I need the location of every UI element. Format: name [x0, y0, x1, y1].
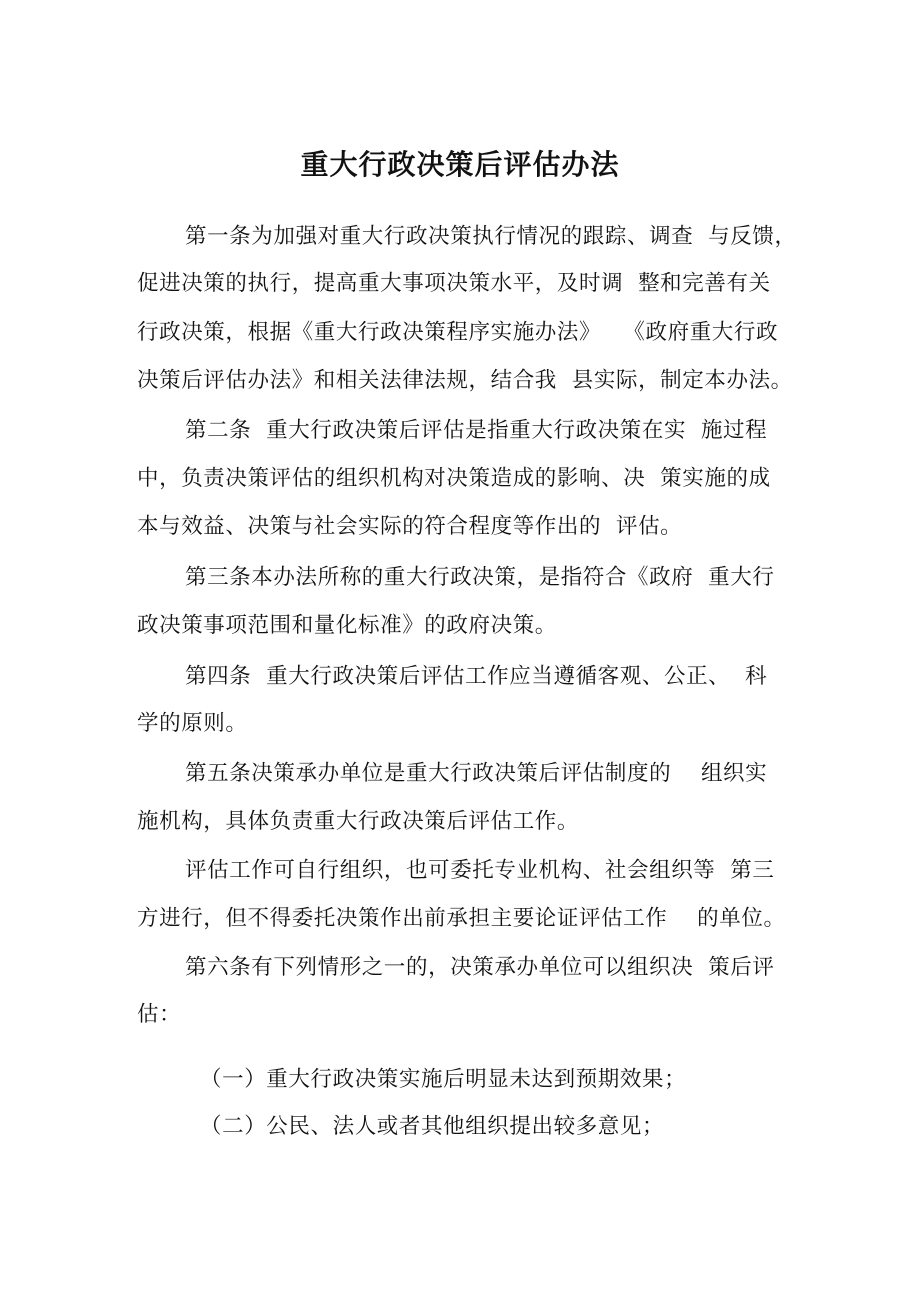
article-4-line-2: 学的原则。: [137, 711, 248, 736]
paragraph-6-line-2: 方进行，但不得委托决策作出前承担主要论证评估工作 的单位。: [137, 906, 786, 931]
article-1-line-1: 第一条为加强对重大行政决策执行情况的跟踪、调查 与反馈，: [185, 224, 797, 249]
article-2-line-3: 本与效益、决策与社会实际的符合程度等作出的 评估。: [137, 514, 683, 539]
article-3-line-1: 第三条本办法所称的重大行政决策，是指符合《政府 重大行: [185, 565, 775, 590]
document-title: 重大行政决策后评估办法: [300, 148, 620, 181]
list-item-1: （一）重大行政决策实施后明显未达到预期效果；: [200, 1067, 687, 1092]
article-1-line-2: 促进决策的执行，提高重大事项决策水平，及时调 整和完善有关: [137, 271, 771, 296]
article-5-line-1: 第五条决策承办单位是重大行政决策后评估制度的 组织实: [185, 761, 768, 786]
article-6-line-2: 估：: [137, 1002, 182, 1027]
article-4-line-1: 第四条 重大行政决策后评估工作应当遵循客观、公正、 科: [185, 664, 768, 689]
paragraph-6-line-1: 评估工作可自行组织，也可委托专业机构、社会组织等 第三: [185, 858, 775, 883]
article-1-line-4: 决策后评估办法》和相关法律法规，结合我 县实际，制定本办法。: [137, 368, 793, 393]
article-6-line-1: 第六条有下列情形之一的，决策承办单位可以组织决 策后评: [185, 955, 775, 980]
article-5-line-2: 施机构，具体负责重大行政决策后评估工作。: [137, 809, 580, 834]
article-2-line-1: 第二条 重大行政决策后评估是指重大行政决策在实 施过程: [185, 418, 768, 443]
list-item-2: （二）公民、法人或者其他组织提出较多意见；: [200, 1114, 665, 1139]
article-3-line-2: 政决策事项范围和量化标准》的政府决策。: [137, 613, 557, 638]
article-2-line-2: 中，负责决策评估的组织机构对决策造成的影响、决 策实施的成: [137, 466, 771, 491]
article-1-line-3: 行政决策，根据《重大行政决策程序实施办法》 《政府重大行政: [137, 320, 779, 345]
